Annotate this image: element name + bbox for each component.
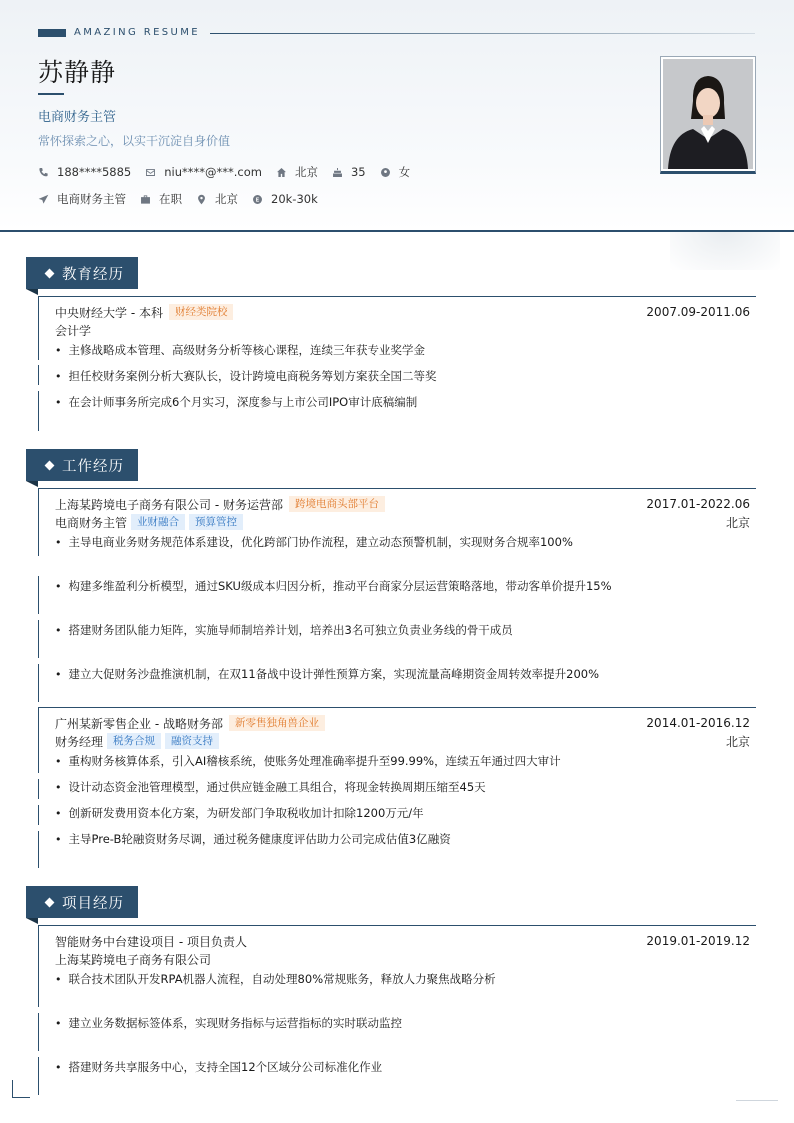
work-role: 财务经理: [55, 734, 104, 749]
education-school: 中央财经大学 - 本科: [55, 305, 163, 320]
target-job-text: 电商财务主管: [57, 192, 126, 206]
work-bullet: • 搭建财务团队能力矩阵，实施导师制培养计划，培养出3名可独立负责业务线的骨干成员: [55, 622, 750, 638]
diamond-icon: [45, 460, 55, 470]
education-date: 2007.09-2011.06: [646, 305, 750, 319]
timeline-line: [38, 1013, 39, 1051]
education-bullet: • 主修战略成本管理、高级财务分析等核心课程，连续三年获专业奖学金: [55, 342, 750, 358]
education-entry-head: [55, 303, 750, 321]
timeline-line: [38, 925, 39, 1007]
mail-icon: [145, 167, 156, 178]
work-company-tag: 新零售独角兽企业: [229, 715, 325, 731]
timeline-line: [38, 296, 39, 360]
work-role-row: [55, 513, 750, 531]
work-company-tag: 跨境电商头部平台: [289, 496, 385, 512]
timeline-line: [38, 620, 39, 658]
brand-bar: [38, 29, 66, 37]
section-title-text: 工作经历: [62, 458, 124, 475]
work-bullet: • 重构财务核算体系，引入AI稽核系统，使账务处理准确率提升至99.99%，连续五年通过四大审计: [55, 753, 750, 769]
age-text: 35: [350, 165, 366, 179]
salary-item: [252, 192, 318, 206]
cake-icon: [332, 167, 343, 178]
page-corner-mark: [12, 1080, 30, 1098]
section-title-text: 教育经历: [62, 266, 124, 283]
status-text: 在职: [159, 192, 182, 206]
section-title-text: 项目经历: [62, 895, 124, 912]
entry-rule: [38, 707, 756, 708]
work-location: 北京: [725, 515, 750, 530]
salary-text: 20k-30k: [271, 192, 318, 206]
education-major: 会计学: [55, 323, 92, 338]
phone-text: 188****5885: [57, 165, 132, 179]
work-role: 电商财务主管: [55, 515, 128, 530]
section-title-work: [26, 449, 138, 481]
work-date: 2014.01-2016.12: [646, 716, 750, 730]
work-bullet: • 主导Pre-B轮融资财务尽调，通过税务健康度评估助力公司完成估值3亿融资: [55, 831, 750, 847]
work-location: 北京: [725, 734, 750, 749]
name-underline: [38, 93, 64, 95]
work-role-row: [55, 732, 750, 750]
education-major-row: [55, 321, 750, 339]
work-company: 上海某跨境电子商务有限公司 - 财务运营部: [55, 497, 283, 512]
timeline-line: [38, 1057, 39, 1095]
project-bullet: • 联合技术团队开发RPA机器人流程，自动处理80%常规账务，释放人力聚焦战略分析: [55, 971, 750, 987]
gender-item: [380, 164, 411, 180]
project-company: 上海某跨境电子商务有限公司: [55, 952, 212, 967]
work-entry-head: [55, 495, 750, 513]
page-corner-mark: [736, 1100, 778, 1101]
brand-text: AMAZING RESUME: [74, 27, 200, 38]
timeline-line: [38, 805, 39, 825]
diamond-icon: [45, 897, 55, 907]
target-city-item: [196, 191, 238, 207]
email-item: [145, 165, 262, 179]
work-date: 2017.01-2022.06: [646, 497, 750, 511]
intention-row: [38, 191, 332, 207]
section-title-project: [26, 886, 138, 918]
timeline-line: [38, 664, 39, 702]
education-bullet: • 在会计师事务所完成6个月实习，深度参与上市公司IPO审计底稿编制: [55, 394, 750, 410]
resume-header: [0, 0, 794, 232]
timeline-line: [38, 779, 39, 799]
work-entry-head: [55, 714, 750, 732]
target-job-item: [38, 191, 126, 207]
timeline-line: [38, 488, 39, 556]
project-name: 智能财务中台建设项目 - 项目负责人: [55, 934, 247, 949]
work-skill-tag: 融资支持: [165, 733, 219, 749]
project-company-row: [55, 950, 750, 968]
diamond-icon: [45, 268, 55, 278]
header-shadow: [670, 232, 780, 270]
send-icon: [38, 194, 49, 205]
work-skill-tag: 业财融合: [131, 514, 185, 530]
candidate-name: 苏静静: [38, 58, 117, 87]
money-icon: [252, 194, 263, 205]
work-company: 广州某新零售企业 - 战略财务部: [55, 716, 223, 731]
project-date: 2019.01-2019.12: [646, 934, 750, 948]
timeline-line: [38, 365, 39, 385]
phone-icon: [38, 167, 49, 178]
timeline-line: [38, 831, 39, 868]
timeline-line: [38, 707, 39, 773]
section-rule: [38, 488, 756, 489]
candidate-title: 电商财务主管: [38, 110, 117, 125]
project-entry-head: [55, 932, 750, 950]
work-skill-tag: 税务合规: [107, 733, 161, 749]
work-bullet: • 设计动态资金池管理模型，通过供应链金融工具组合，将现金转换周期压缩至45天: [55, 779, 750, 795]
work-skill-tag: 预算管控: [189, 514, 243, 530]
education-tag: 财经类院校: [169, 304, 234, 320]
hometown-item: [276, 164, 318, 180]
section-rule: [38, 296, 756, 297]
contact-row: [38, 164, 424, 180]
location-pin-icon: [196, 194, 207, 205]
section-rule: [38, 925, 756, 926]
candidate-motto: 常怀探索之心，以实干沉淀自身价值: [38, 134, 231, 148]
profile-photo: [663, 59, 753, 169]
education-bullet: • 担任校财务案例分析大赛队长，设计跨境电商税务筹划方案获全国二等奖: [55, 368, 750, 384]
status-item: [140, 191, 182, 207]
phone-item: [38, 165, 131, 179]
brand-line: [210, 33, 755, 34]
briefcase-icon: [140, 194, 151, 205]
target-city-text: 北京: [215, 192, 238, 206]
profile-photo-frame: [660, 56, 756, 174]
age-item: [332, 165, 366, 179]
work-bullet: • 建立大促财务沙盘推演机制，在双11备战中设计弹性预算方案，实现流量高峰期资金周转效率提升200%: [55, 666, 750, 682]
work-bullet: • 构建多维盈利分析模型，通过SKU级成本归因分析，推动平台商家分层运营策略落地，带动客单价提升15%: [55, 578, 750, 594]
gender-text: 女: [398, 165, 411, 179]
gender-icon: [380, 167, 391, 178]
project-bullet: • 建立业务数据标签体系，实现财务指标与运营指标的实时联动监控: [55, 1015, 750, 1031]
section-title-education: [26, 257, 138, 289]
hometown-text: 北京: [294, 165, 318, 179]
project-bullet: • 搭建财务共享服务中心，支持全国12个区域分公司标准化作业: [55, 1059, 750, 1075]
timeline-line: [38, 391, 39, 431]
home-icon: [276, 167, 287, 178]
timeline-line: [38, 576, 39, 614]
work-bullet: • 主导电商业务财务规范体系建设，优化跨部门协作流程，建立动态预警机制，实现财务合规率100%: [55, 534, 750, 550]
email-text: niu****@***.com: [164, 165, 262, 179]
work-bullet: • 创新研发费用资本化方案，为研发部门争取税收加计扣除1200万元/年: [55, 805, 750, 821]
person-portrait-icon: [663, 59, 753, 169]
